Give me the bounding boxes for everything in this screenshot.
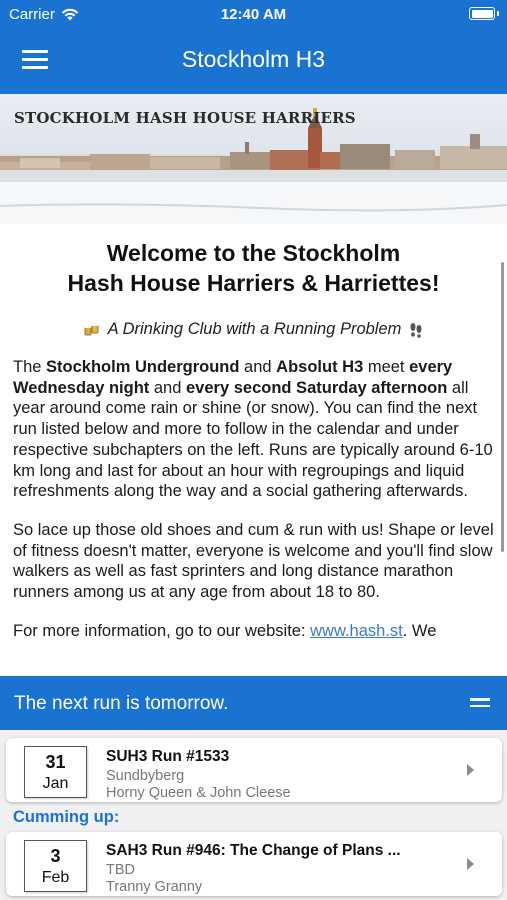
upcoming-section-label: Cumming up: (13, 808, 120, 826)
next-run-label: The next run is tomorrow. (14, 693, 229, 714)
welcome-heading-line1: Welcome to the Stockholm (106, 240, 401, 266)
content-scrollbar[interactable] (501, 262, 504, 552)
chevron-right-icon (467, 858, 474, 870)
upcoming-run-card[interactable] (6, 832, 502, 896)
website-link[interactable]: www.hash.st (310, 621, 403, 640)
battery-icon (469, 7, 495, 20)
intro-paragraph: The Stockholm Underground and Absolut H3 meet every Wednesday night and every second Saturday afternoon all year around come rain or shine (or snow). You can find the next run listed below and more to follow in the calendar and under respective subchapters on the left. Runs are typically around 6-10 km long and last for about an hour with regroupings and liquid refreshments along the way and a social gathering afterwards. (13, 358, 493, 501)
app-header (0, 0, 507, 94)
status-time: 12:40 AM (220, 6, 287, 23)
welcome-heading-line2: Hash House Harriers & Harriettes! (67, 270, 440, 296)
collapse-handle-icon[interactable] (470, 698, 490, 708)
chevron-right-icon (467, 764, 474, 776)
run-location: Sundbyberg (106, 768, 185, 784)
run-month: Feb (41, 869, 70, 886)
runs-panel (0, 730, 507, 900)
next-run-card[interactable] (6, 738, 502, 802)
next-run-header[interactable] (0, 676, 507, 730)
invite-paragraph: So lace up those old shoes and cum & run with us! Shape or level of fitness doesn't matter, everyone is welcome and you'll find slow walkers as well as fast sprinters and long distance marathon runners among us at any age from about 18 to 80. (13, 520, 494, 602)
beer-mugs-icon (84, 323, 100, 337)
status-bar (0, 0, 507, 30)
run-day: 31 (45, 752, 66, 772)
banner-title: STOCKHOLM HASH HOUSE HARRIERS (14, 109, 356, 127)
footprints-icon (409, 322, 423, 338)
tagline-text: A Drinking Club with a Running Problem (107, 320, 402, 338)
carrier-label: Carrier (9, 6, 55, 23)
welcome-content[interactable] (0, 224, 507, 676)
run-day: 3 (50, 846, 61, 866)
run-date-badge (24, 840, 87, 892)
run-hares: Tranny Granny (106, 879, 203, 895)
welcome-heading (13, 238, 494, 298)
run-date-badge (24, 746, 87, 798)
run-hares: Horny Queen & John Cleese (106, 785, 291, 801)
run-title: SAH3 Run #946: The Change of Plans ... (106, 842, 401, 859)
page-title: Stockholm H3 (181, 46, 326, 72)
navigation-bar (0, 36, 507, 86)
run-title: SUH3 Run #1533 (106, 748, 230, 765)
run-location: TBD (106, 862, 135, 878)
header-banner-image (0, 94, 507, 224)
run-month: Jan (42, 775, 69, 792)
info-paragraph: For more information, go to our website: www.hash.st. We (13, 621, 437, 640)
tagline (13, 320, 494, 339)
